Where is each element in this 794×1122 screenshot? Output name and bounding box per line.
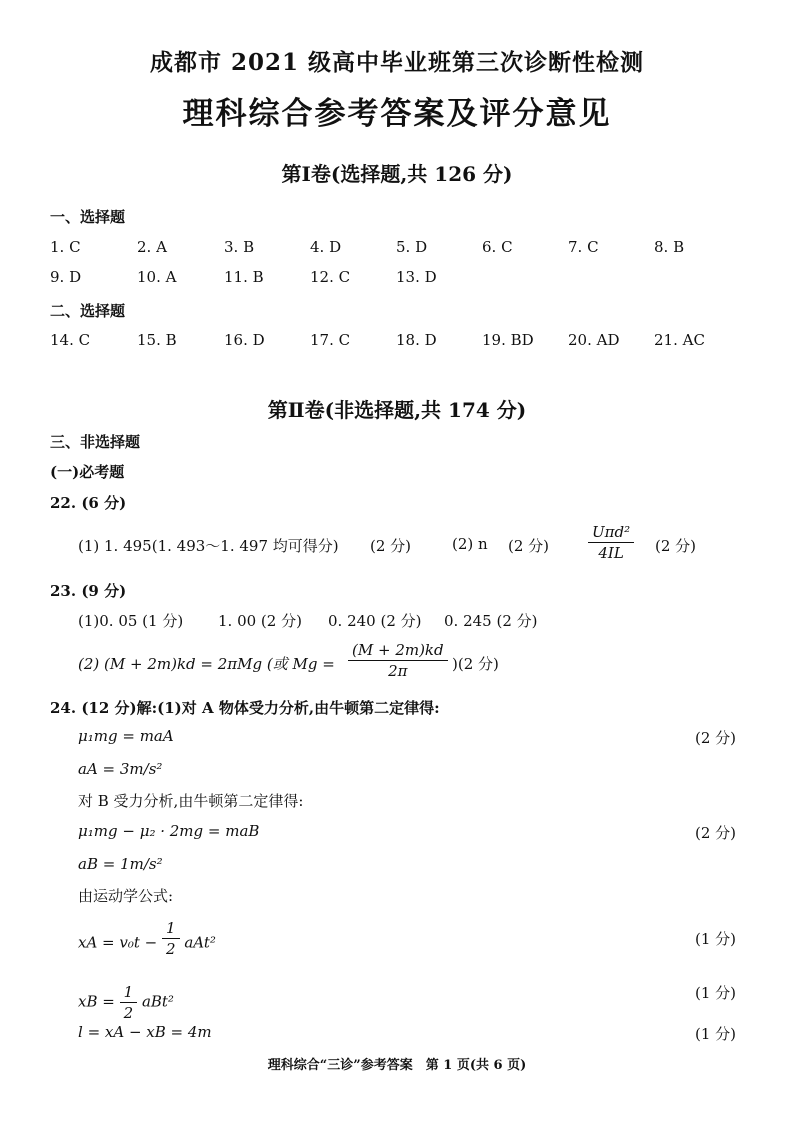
eq-part: aAt² (184, 933, 216, 952)
answer-item: 3. B (224, 238, 255, 256)
q24-eq2: aA = 3m/s² (78, 760, 163, 778)
answer-item: 20. AD (568, 331, 620, 349)
q23-part3: 0. 240 (2 分) (328, 612, 422, 630)
eq-part: xB = (78, 992, 115, 1011)
answer-item: 10. A (137, 268, 177, 286)
answer-item: 7. C (568, 238, 599, 256)
q23-score: )(2 分) (452, 655, 499, 673)
q24-score: (1 分) (695, 1025, 737, 1043)
q23-part2: 1. 00 (2 分) (218, 612, 302, 630)
q24-text: 由运动学公式: (78, 887, 174, 905)
q24-eq5 (78, 919, 216, 959)
q23-part1: (1)0. 05 (1 分) (78, 612, 184, 630)
q24-eq1: μ₁mg = maA (78, 727, 174, 745)
q24-score: (1 分) (695, 930, 737, 948)
q22-part1: (1) 1. 495(1. 493～1. 497 均可得分) (78, 537, 339, 555)
page-footer: 理科综合“三诊”参考答案 第 1 页(共 6 页) (267, 1058, 527, 1073)
fraction-numerator: Uπd² (588, 522, 634, 543)
q24-score: (1 分) (695, 984, 737, 1002)
answer-item: 2. A (137, 238, 167, 256)
fraction-denominator: 2π (388, 662, 408, 680)
answer-item: 4. D (310, 238, 342, 256)
answer-item: 11. B (224, 268, 264, 286)
answer-item: 8. B (654, 238, 685, 256)
q22-fraction (588, 522, 634, 563)
document-subtitle: 理科综合参考答案及评分意见 (182, 96, 612, 132)
q22-heading: 22. (6 分) (50, 494, 127, 512)
volume1-title: 第Ⅰ卷(选择题,共 126 分) (281, 162, 513, 186)
answer-item: 18. D (396, 331, 437, 349)
section1-title: 一、选择题 (50, 208, 126, 226)
answer-item: 5. D (396, 238, 428, 256)
fraction-numerator: 1 (162, 918, 180, 939)
q24-eq3: μ₁mg − μ₂ · 2mg = maB (78, 822, 260, 840)
q24-eq7: l = xA − xB = 4m (78, 1023, 212, 1041)
answer-item: 12. C (310, 268, 351, 286)
eq-part: xA = v₀t − (78, 933, 158, 952)
answer-item: 21. AC (654, 331, 705, 349)
fraction-numerator: (M + 2m)kd (348, 640, 448, 661)
fraction-denominator: 2 (166, 940, 176, 958)
answer-item: 13. D (396, 268, 437, 286)
answer-item: 9. D (50, 268, 82, 286)
answer-item: 19. BD (482, 331, 534, 349)
q24-eq6 (78, 982, 174, 1023)
q24-eq4: aB = 1m/s² (78, 855, 163, 873)
section3-subtitle: (一)必考题 (50, 463, 125, 481)
answer-item: 17. C (310, 331, 351, 349)
q23-equation: (2) (M + 2m)kd = 2πMg (或 Mg = (78, 655, 335, 673)
volume2-title: 第Ⅱ卷(非选择题,共 174 分) (267, 398, 527, 422)
q23-heading: 23. (9 分) (50, 582, 127, 600)
eq-part: aBt² (141, 992, 174, 1011)
q23-fraction (348, 640, 448, 681)
answer-item: 16. D (224, 331, 265, 349)
answer-item: 14. C (50, 331, 91, 349)
fraction-denominator: 2 (123, 1004, 134, 1022)
fraction-denominator: 4IL (598, 544, 624, 562)
section3-title: 三、非选择题 (50, 433, 141, 451)
q22-score: (2 分) (508, 537, 550, 555)
q24-text: 对 B 受力分析,由牛顿第二定律得: (78, 792, 304, 810)
answer-item: 6. C (482, 238, 513, 256)
q22-score: (2 分) (655, 537, 697, 555)
section2-title: 二、选择题 (50, 302, 126, 320)
q24-score: (2 分) (695, 729, 737, 747)
q24-heading: 24. (12 分)解:(1)对 A 物体受力分析,由牛顿第二定律得: (50, 699, 440, 717)
document-title: 成都市 2021 级高中毕业班第三次诊断性检测 (149, 49, 645, 76)
q24-score: (2 分) (695, 824, 737, 842)
q22-score: (2 分) (370, 537, 412, 555)
answer-item: 15. B (137, 331, 177, 349)
answer-item: 1. C (50, 238, 81, 256)
q22-part2: (2) n (452, 535, 488, 553)
q23-part4: 0. 245 (2 分) (444, 612, 538, 630)
fraction-numerator: 1 (120, 982, 138, 1003)
